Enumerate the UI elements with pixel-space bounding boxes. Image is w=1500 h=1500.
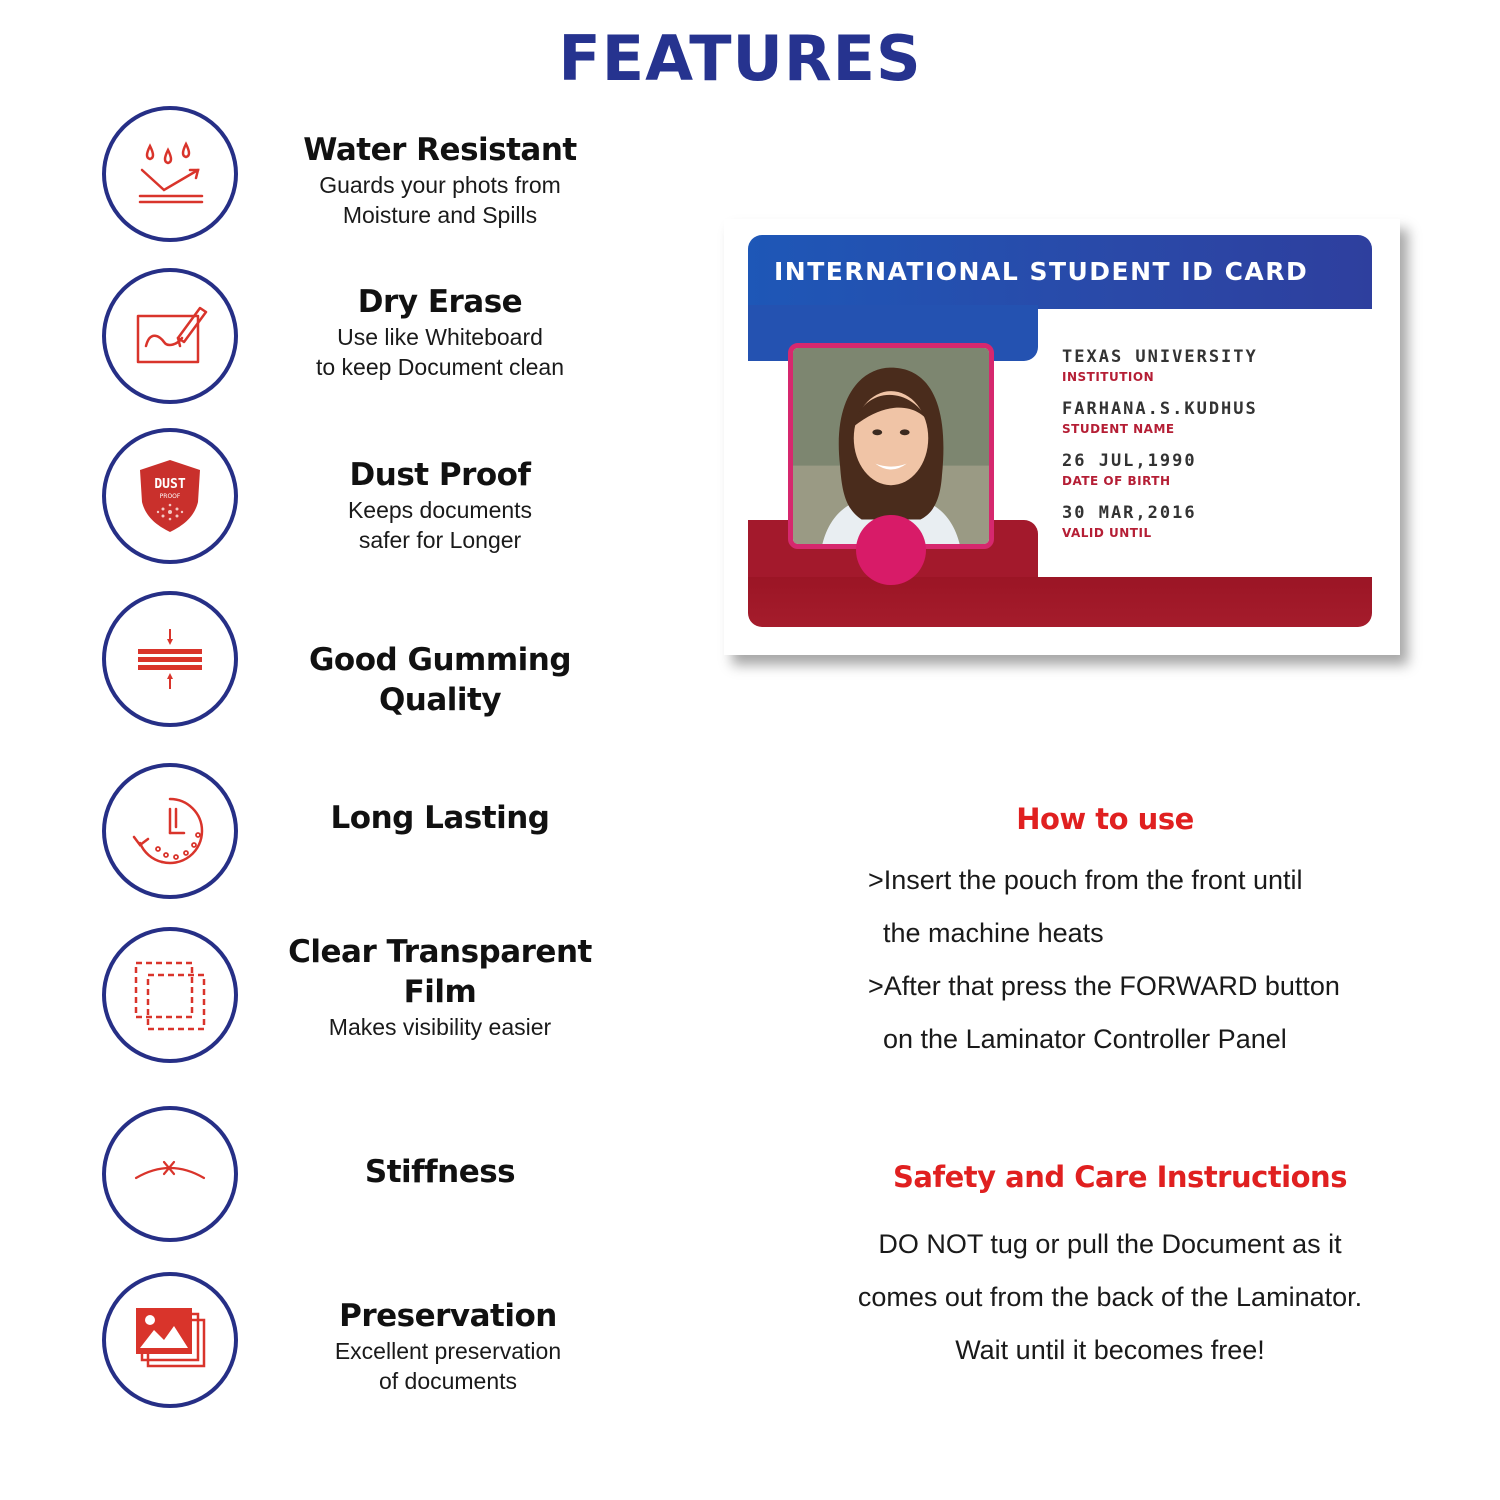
feature-desc: to keep Document clean bbox=[315, 354, 565, 380]
feature-desc: Guards your phots from bbox=[319, 172, 561, 198]
feature-title: Water Resistant bbox=[303, 132, 577, 168]
clock-icon bbox=[128, 789, 212, 873]
feature-title: Clear Transparent bbox=[288, 934, 592, 970]
feature-clear-film bbox=[270, 932, 610, 1042]
safety-line: comes out from the back of the Laminator. bbox=[857, 1282, 1363, 1312]
feature-icon-circle-dust-proof bbox=[102, 428, 238, 564]
feature-icon-circle-preservation bbox=[102, 1272, 238, 1408]
feature-title: Film bbox=[403, 974, 477, 1010]
feature-title: Dust Proof bbox=[349, 457, 531, 493]
feature-dust-proof bbox=[270, 455, 610, 555]
feature-good-gumming bbox=[270, 640, 610, 720]
safety-line: Wait until it becomes free! bbox=[955, 1335, 1265, 1365]
id-field-institution: TEXAS UNIVERSITY INSTITUTION bbox=[1062, 347, 1258, 384]
how-to-use-line: >After that press the FORWARD button bbox=[868, 971, 1340, 1001]
water-drops-icon bbox=[128, 132, 212, 216]
feature-icon-circle-dry-erase bbox=[102, 268, 238, 404]
feature-icon-circle-gumming bbox=[102, 591, 238, 727]
bend-arc-icon bbox=[128, 1132, 212, 1216]
page-title: FEATURES bbox=[558, 22, 922, 95]
feature-stiffness bbox=[270, 1152, 610, 1192]
feature-desc: Moisture and Spills bbox=[342, 202, 538, 228]
id-field-dob: 26 JUL,1990 DATE OF BIRTH bbox=[1062, 451, 1197, 488]
feature-preservation bbox=[278, 1296, 618, 1396]
feature-title: Preservation bbox=[339, 1298, 557, 1334]
id-field-student-name: FARHANA.S.KUDHUS STUDENT NAME bbox=[1062, 399, 1258, 436]
dust-shield-icon bbox=[128, 454, 212, 538]
feature-title: Stiffness bbox=[364, 1154, 516, 1190]
feature-title: Good Gumming bbox=[308, 642, 572, 678]
safety-heading: Safety and Care Instructions bbox=[893, 1160, 1347, 1194]
id-card-title: INTERNATIONAL STUDENT ID CARD bbox=[774, 257, 1309, 286]
id-field-valid-until: 30 MAR,2016 VALID UNTIL bbox=[1062, 503, 1197, 540]
dust-shield-sublabel: PROOF bbox=[159, 493, 181, 500]
feature-desc: of documents bbox=[378, 1368, 518, 1394]
feature-title: Quality bbox=[378, 682, 502, 718]
feature-icon-circle-transparent bbox=[102, 927, 238, 1063]
dust-shield-label: DUST bbox=[154, 477, 186, 492]
press-layers-icon bbox=[128, 617, 212, 701]
feature-desc: Use like Whiteboard bbox=[337, 324, 543, 350]
feature-desc: Keeps documents bbox=[347, 497, 533, 523]
feature-icon-circle-water bbox=[102, 106, 238, 242]
feature-icon-circle-long-lasting bbox=[102, 763, 238, 899]
dry-erase-board-icon bbox=[128, 294, 212, 378]
photo-stack-icon bbox=[128, 1298, 212, 1382]
id-card-image bbox=[724, 219, 1400, 655]
id-card-hologram bbox=[856, 515, 926, 585]
feature-water-resistant bbox=[270, 130, 610, 230]
how-to-use-line: the machine heats bbox=[883, 918, 1104, 948]
feature-title: Dry Erase bbox=[357, 284, 523, 320]
feature-desc: Excellent preservation bbox=[334, 1338, 562, 1364]
how-to-use-line: >Insert the pouch from the front until bbox=[868, 865, 1303, 895]
id-card bbox=[748, 235, 1372, 627]
feature-title: Long Lasting bbox=[330, 800, 550, 836]
how-to-use-line: on the Laminator Controller Panel bbox=[883, 1024, 1287, 1054]
feature-dry-erase bbox=[270, 282, 610, 382]
feature-icon-circle-stiffness bbox=[102, 1106, 238, 1242]
how-to-use-heading: How to use bbox=[1016, 802, 1194, 836]
feature-long-lasting bbox=[270, 798, 610, 838]
safety-line: DO NOT tug or pull the Document as it bbox=[878, 1229, 1342, 1259]
feature-desc: Makes visibility easier bbox=[328, 1014, 552, 1040]
dashed-squares-icon bbox=[128, 953, 212, 1037]
feature-desc: safer for Longer bbox=[358, 527, 522, 553]
